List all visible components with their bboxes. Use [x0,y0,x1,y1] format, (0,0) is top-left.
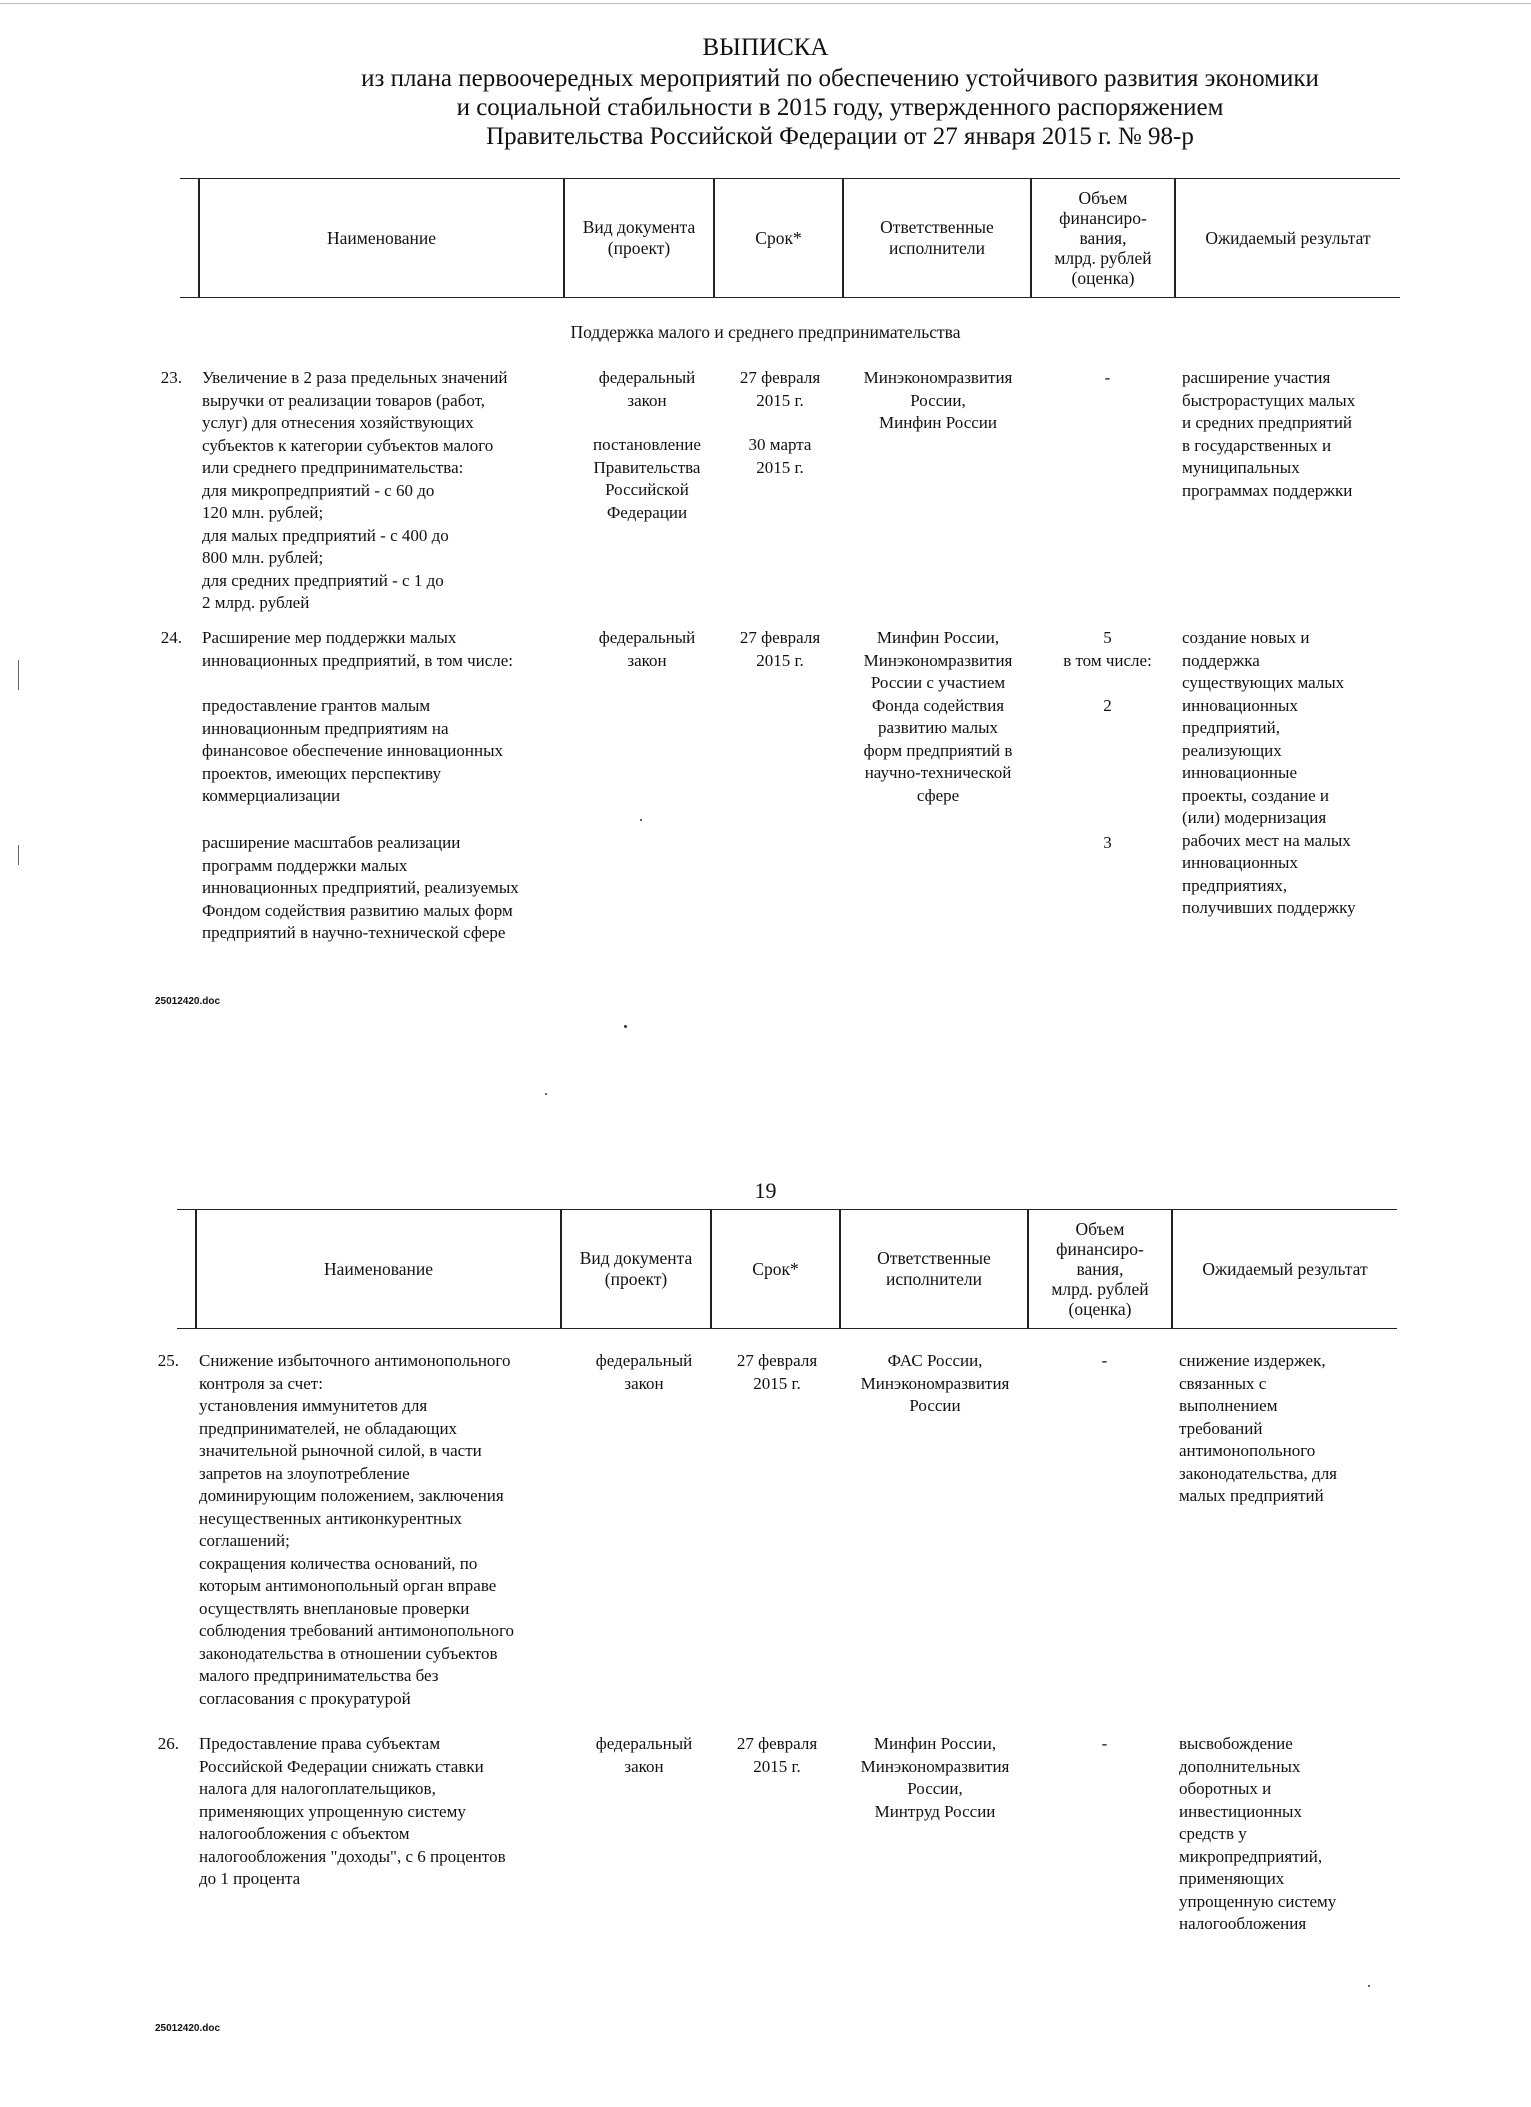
row-result: снижение издержек, связанных с выполнением требований антимонопольного законодательства, для малых предприятий [1179,1351,1338,1505]
row-deadline: 27 февраля 2015 г. [736,1734,818,1776]
document-subtitle: из плана первоочередных мероприятий по обеспечению устойчивого развития экономики и социальной стабильности в 2015 году, утвержденного распоряжением Правительства Российской Федерации от 27 января 2015 г. № 98-р [361,65,1319,150]
row-result: создание новых и поддержка существующих малых инновационных предприятий, реализующих инновационные проекты, создание и (или) модернизация рабочих мест на малых инновационных предприятиях, получивших поддержку [1182,628,1356,917]
page-number: 19 [754,1178,777,1203]
header-doc-type: Вид документа (проект) [582,217,696,258]
row-name: Предоставление права субъектам Российской Федерации снижать ставки налога для налогоплательщиков, применяющих упрощенную систему налогообложения с объектом налогообложения "доходы", с 6 процентов до 1 процента [199,1734,506,1888]
row-deadline: 27 февраля 2015 г. [739,368,821,410]
header-executors: Ответственные исполнители [880,217,994,258]
header-funding: Объем финансиро- вания, млрд. рублей (оценка) [1054,188,1152,288]
row-doc-type-secondary: постановление Правительства Российской Федерации [593,435,701,522]
row-funding-grants: 2 [1103,696,1112,715]
header-executors: Ответственные исполнители [877,1248,991,1289]
file-name: 25012420.doc [155,996,221,1007]
row-result: высвобождение дополнительных оборотных и инвестиционных средств у микропредприятий, применяющих упрощенную систему налогообложения [1179,1734,1337,1933]
row-deadline-secondary: 30 марта 2015 г. [748,435,812,477]
header-result: Ожидаемый результат [1202,1258,1368,1279]
row-number: 24. [160,628,182,647]
scan-speck [545,1093,547,1095]
row-number: 25. [157,1351,179,1370]
margin-mark [18,845,19,865]
row-name: Расширение мер поддержки малых инновационных предприятий, в том числе: [202,628,514,670]
row-doc-type: федеральный закон [598,368,696,410]
row-doc-type: федеральный закон [595,1351,693,1393]
header-funding: Объем финансиро- вания, млрд. рублей (оценка) [1051,1219,1149,1319]
section-title: Поддержка малого и среднего предпринимательства [570,322,961,342]
row-number: 23. [160,368,182,387]
scan-speck [640,819,642,821]
row-subitem-grants: предоставление грантов малым инновационным предприятиям на финансовое обеспечение инновационных проектов, имеющих перспективу коммерциализации [202,696,504,805]
row-name: Увеличение в 2 раза предельных значений выручки от реализации товаров (работ, услуг) для отнесения хозяйствующих субъектов к категории субъектов малого или среднего предпринимательства: для микропредприятий - с 60 до 120 млн. рублей; для малых предприятий - с 400 до 800 млн. рублей; для средних предприятий - с 1 до 2 млрд. рублей [202,368,508,612]
row-subitem-programs: расширение масштабов реализации программ поддержки малых инновационных предприятий, реализуемых Фондом содействия развитию малых форм предприятий в научно-технической сфере [202,833,519,942]
row-funding: 5 в том числе: [1063,628,1152,670]
header-deadline: Срок* [755,227,802,248]
table-header [180,178,1400,298]
row-doc-type: федеральный закон [595,1734,693,1776]
row-deadline: 27 февраля 2015 г. [739,628,821,670]
row-doc-type: федеральный закон [598,628,696,670]
header-name: Наименование [326,227,437,248]
row-funding: - [1104,368,1111,387]
row-funding: - [1101,1734,1108,1753]
row-funding-programs: 3 [1103,833,1112,852]
row-name: Снижение избыточного антимонопольного контроля за счет: установления иммунитетов для предпринимателей, не обладающих значительной рыночной силой, в части запретов на злоупотребление доминирующим положением, заключения несущественных антиконкурентных соглашений; сокращения количества оснований, по которым антимонопольный орган вправе осуществлять внеплановые проверки соблюдения требований антимонопольного законодательства в отношении субъектов малого предпринимательства без согласования с прокуратурой [199,1351,515,1708]
table-header [177,1209,1397,1329]
scan-speck [624,1025,627,1028]
row-number: 26. [157,1734,179,1753]
row-executors: Минфин России, Минэкономразвития России, Минтруд России [860,1734,1010,1821]
row-executors: Минфин России, Минэкономразвития России с участием Фонда содействия развитию малых форм предприятий в научно-технической сфере [863,628,1013,805]
row-deadline: 27 февраля 2015 г. [736,1351,818,1393]
row-executors: Минэкономразвития России, Минфин России [863,368,1013,432]
header-deadline: Срок* [752,1258,799,1279]
header-doc-type: Вид документа (проект) [579,1248,693,1289]
row-executors: ФАС России, Минэкономразвития России [860,1351,1010,1415]
margin-mark [18,660,19,690]
file-name: 25012420.doc [155,2023,221,2034]
row-funding: - [1101,1351,1108,1370]
header-name: Наименование [323,1258,434,1279]
document-title: ВЫПИСКА [702,34,829,61]
scan-top-edge [0,3,1531,4]
scan-speck [1368,1985,1370,1987]
header-result: Ожидаемый результат [1205,227,1371,248]
row-result: расширение участия быстрорастущих малых и средних предприятий в государственных и муниципальных программах поддержки [1182,368,1356,500]
